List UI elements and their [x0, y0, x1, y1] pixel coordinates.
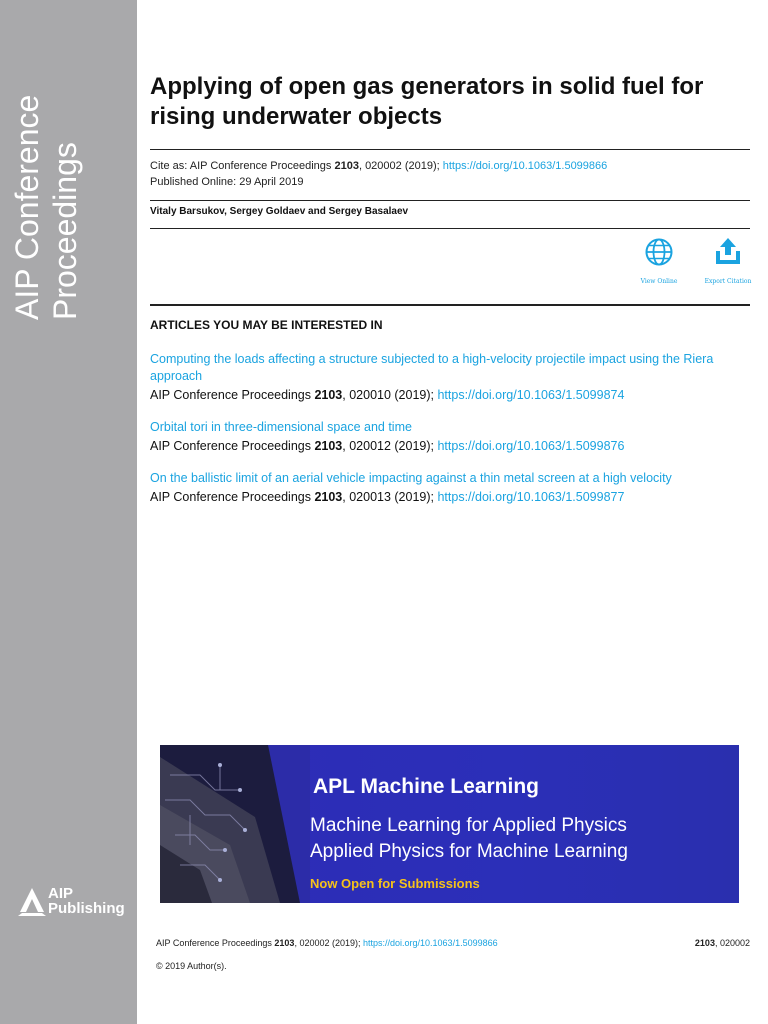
export-icon [713, 237, 743, 267]
citation [150, 158, 607, 190]
view-online-button[interactable] [627, 237, 691, 285]
sidebar [0, 0, 137, 1024]
cite-volume: 2103 [334, 160, 359, 172]
export-citation-button[interactable] [696, 237, 760, 285]
ref-volume: 2103 [314, 439, 343, 453]
ref-journal: AIP Conference Proceedings [150, 439, 315, 453]
ref-volume: 2103 [314, 490, 343, 504]
related-article [150, 470, 750, 506]
banner-subtitle [310, 813, 628, 865]
related-article [150, 351, 750, 404]
paper-doi-link[interactable]: https://doi.org/10.1063/1.5099866 [442, 160, 608, 172]
logo-text [48, 886, 125, 916]
related-article-ref [150, 438, 750, 455]
export-citation-label: Export Citation [704, 278, 752, 285]
footer-right-ref [695, 938, 750, 948]
related-article [150, 419, 750, 455]
related-heading: ARTICLES YOU MAY BE INTERESTED IN [150, 318, 383, 332]
ref-volume: 2103 [314, 388, 343, 402]
footer-volume: 2103 [274, 938, 295, 948]
divider [150, 200, 750, 201]
globe-icon [644, 237, 674, 267]
footer-doi-link[interactable]: https://doi.org/10.1063/1.5099866 [363, 938, 498, 948]
related-article-ref [150, 489, 750, 506]
series-title-line2: Proceedings [47, 142, 83, 320]
ref-rest: , 020012 (2019); [342, 439, 438, 453]
footer-right-volume: 2103 [694, 938, 715, 948]
footer-rest: , 020002 (2019); [294, 938, 363, 948]
copyright: © 2019 Author(s). [156, 961, 227, 971]
published-date: Published Online: 29 April 2019 [150, 176, 304, 188]
divider [150, 304, 750, 306]
cite-prefix: Cite as: AIP Conference Proceedings [150, 160, 335, 172]
logo-line1: AIP [48, 885, 74, 902]
related-article-doi-link[interactable]: https://doi.org/10.1063/1.5099876 [437, 439, 625, 453]
related-article-doi-link[interactable]: https://doi.org/10.1063/1.5099877 [437, 490, 625, 504]
related-article-title-link[interactable]: On the ballistic limit of an aerial vehicle impacting against a thin metal screen at a high velocity [150, 471, 672, 485]
footer-journal: AIP Conference Proceedings [156, 938, 275, 948]
divider [150, 149, 750, 150]
advertisement-banner[interactable] [160, 745, 739, 903]
related-article-title-link[interactable]: Orbital tori in three-dimensional space and time [150, 420, 412, 434]
banner-subtitle-line2: Applied Physics for Machine Learning [310, 841, 628, 862]
banner-subtitle-line1: Machine Learning for Applied Physics [310, 815, 627, 836]
ref-rest: , 020010 (2019); [342, 388, 438, 402]
ref-journal: AIP Conference Proceedings [150, 388, 315, 402]
ref-journal: AIP Conference Proceedings [150, 490, 315, 504]
paper-title: Applying of open gas generators in solid fuel for rising underwater objects [150, 73, 704, 130]
publisher-logo[interactable] [18, 884, 128, 920]
circuit-art-icon [160, 745, 310, 903]
page-footer [156, 938, 750, 948]
cite-rest: , 020002 (2019); [358, 160, 443, 172]
series-title [8, 40, 84, 320]
banner-cta: Now Open for Submissions [310, 876, 480, 891]
aip-logo-icon [18, 887, 46, 917]
banner-heading: APL Machine Learning [313, 775, 539, 798]
authors: Vitaly Barsukov, Sergey Goldaev and Sergey Basalaev [150, 206, 409, 217]
related-article-ref [150, 387, 750, 404]
view-online-label: View Online [640, 278, 678, 285]
related-article-title-link[interactable]: Computing the loads affecting a structure subjected to a high-velocity projectile impact using the Riera approach [150, 352, 714, 383]
logo-line2: Publishing [48, 900, 125, 917]
related-article-doi-link[interactable]: https://doi.org/10.1063/1.5099874 [437, 388, 625, 402]
ref-rest: , 020013 (2019); [342, 490, 438, 504]
series-title-line1: AIP Conference [9, 94, 45, 320]
footer-right-rest: , 020002 [714, 938, 750, 948]
divider [150, 228, 750, 229]
